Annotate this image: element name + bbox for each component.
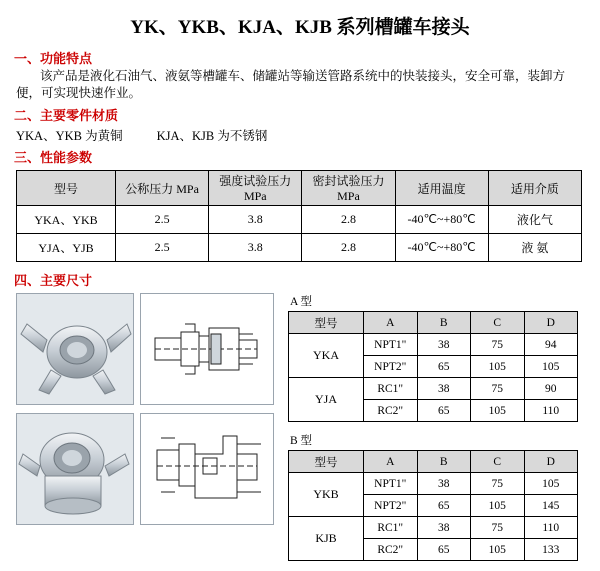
- cell-c: 105: [471, 495, 525, 517]
- section-heading-features: 一、功能特点: [14, 51, 93, 66]
- header-cell-medium: 适用介质: [488, 171, 581, 206]
- cell-temperature: -40℃~+80℃: [395, 234, 488, 262]
- header-cell-b: B: [417, 451, 471, 473]
- cell-b: 38: [417, 378, 471, 400]
- header-cell-strength-pressure: 强度试验压力 MPa: [209, 171, 302, 206]
- header-cell-temperature: 适用温度: [395, 171, 488, 206]
- cell-b: 65: [417, 400, 471, 422]
- header-cell-model: 型号: [17, 171, 116, 206]
- dimension-table-b: [288, 450, 578, 561]
- table-row: [289, 334, 578, 356]
- performance-table: [16, 170, 582, 262]
- cell-model: KJB: [289, 517, 364, 561]
- cell-a: RC2": [364, 400, 418, 422]
- cell-seal-pressure: 2.8: [302, 234, 395, 262]
- features-paragraph: 该产品是液化石油气、液氨等槽罐车、储罐站等输送管路系统中的快装接头，安全可靠，装卸方便，可实现快速作业。: [16, 69, 566, 100]
- table-header-row: [289, 451, 578, 473]
- cell-d: 145: [524, 495, 578, 517]
- cell-d: 94: [524, 334, 578, 356]
- material-steel: KJA、KJB 为不锈钢: [156, 129, 268, 143]
- cell-nominal-pressure: 2.5: [116, 206, 209, 234]
- header-cell-model: 型号: [289, 451, 364, 473]
- cell-c: 75: [471, 473, 525, 495]
- cell-model: YKA、YKB: [17, 206, 116, 234]
- cell-d: 105: [524, 473, 578, 495]
- table-row: [17, 234, 582, 262]
- header-cell-seal-pressure: 密封试验压力 MPa: [302, 171, 395, 206]
- cell-b: 38: [417, 473, 471, 495]
- cell-d: 105: [524, 356, 578, 378]
- header-cell-c: C: [471, 312, 525, 334]
- cell-d: 110: [524, 517, 578, 539]
- image-row-b: [16, 413, 278, 525]
- cell-model: YKA: [289, 334, 364, 378]
- cell-a: RC1": [364, 517, 418, 539]
- cell-c: 75: [471, 378, 525, 400]
- cell-a: RC1": [364, 378, 418, 400]
- header-cell-model: 型号: [289, 312, 364, 334]
- header-cell-a: A: [364, 451, 418, 473]
- cell-a: NPT1": [364, 334, 418, 356]
- cell-model: YJA: [289, 378, 364, 422]
- cell-c: 75: [471, 334, 525, 356]
- cell-a: NPT1": [364, 473, 418, 495]
- table-header-row: [289, 312, 578, 334]
- header-cell-b: B: [417, 312, 471, 334]
- dimension-table-a: [288, 311, 578, 422]
- table-row: [289, 378, 578, 400]
- cell-seal-pressure: 2.8: [302, 206, 395, 234]
- header-cell-a: A: [364, 312, 418, 334]
- header-cell-d: D: [524, 451, 578, 473]
- cell-strength-pressure: 3.8: [209, 234, 302, 262]
- coupling-drawing-b-icon: [140, 413, 274, 525]
- section-heading-performance: 三、性能参数: [14, 150, 93, 165]
- material-brass: YKA、YKB 为黄铜: [16, 129, 123, 143]
- cell-strength-pressure: 3.8: [209, 206, 302, 234]
- coupling-drawing-a-icon: [140, 293, 274, 405]
- image-row-a: [16, 293, 278, 405]
- cell-medium: 液化气: [488, 206, 581, 234]
- cell-d: 90: [524, 378, 578, 400]
- cell-c: 105: [471, 400, 525, 422]
- dimension-tables-column: [288, 293, 584, 571]
- header-cell-nominal-pressure: 公称压力 MPa: [116, 171, 209, 206]
- cell-a: RC2": [364, 539, 418, 561]
- dimensions-section: [0, 293, 600, 556]
- cell-temperature: -40℃~+80℃: [395, 206, 488, 234]
- cell-d: 133: [524, 539, 578, 561]
- coupling-photo-b-icon: [16, 413, 134, 525]
- cell-model: YJA、YJB: [17, 234, 116, 262]
- section-heading-material: 二、主要零件材质: [14, 108, 119, 123]
- cell-nominal-pressure: 2.5: [116, 234, 209, 262]
- cell-c: 105: [471, 356, 525, 378]
- coupling-photo-a-icon: [16, 293, 134, 405]
- cell-b: 65: [417, 495, 471, 517]
- cell-b: 38: [417, 334, 471, 356]
- header-cell-d: D: [524, 312, 578, 334]
- cell-model: YKB: [289, 473, 364, 517]
- image-column: [16, 293, 278, 533]
- section-heading-dimensions: 四、主要尺寸: [14, 273, 93, 288]
- cell-medium: 液 氨: [488, 234, 581, 262]
- page-title: YK、YKB、KJA、KJB 系列槽罐车接头: [130, 17, 470, 38]
- cell-b: 65: [417, 356, 471, 378]
- table-row: [289, 517, 578, 539]
- type-label-a: A 型: [290, 296, 313, 308]
- material-line: [16, 126, 600, 144]
- header-cell-c: C: [471, 451, 525, 473]
- cell-c: 105: [471, 539, 525, 561]
- type-label-b: B 型: [290, 435, 313, 447]
- cell-b: 65: [417, 539, 471, 561]
- cell-a: NPT2": [364, 495, 418, 517]
- cell-b: 38: [417, 517, 471, 539]
- cell-c: 75: [471, 517, 525, 539]
- table-header-row: [17, 171, 582, 206]
- cell-a: NPT2": [364, 356, 418, 378]
- cell-d: 110: [524, 400, 578, 422]
- table-row: [17, 206, 582, 234]
- table-row: [289, 473, 578, 495]
